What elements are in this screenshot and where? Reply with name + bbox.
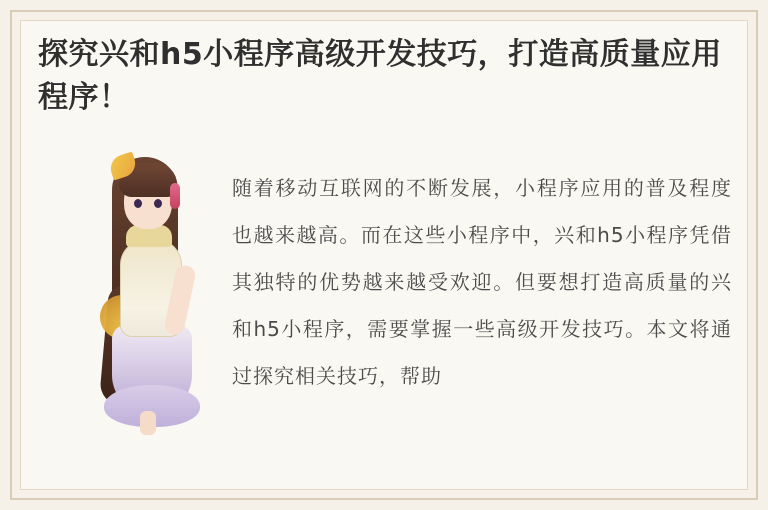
hair-tassel-icon: [170, 183, 180, 209]
article-body-area: [30, 135, 738, 435]
page-title: 探究兴和h5小程序高级开发技巧，打造高质量应用程序！: [38, 37, 722, 115]
article-content: [30, 28, 738, 482]
leg-shape: [140, 411, 156, 435]
anime-girl-with-fan-illustration: [74, 135, 224, 435]
article-body-text: 随着移动互联网的不断发展，小程序应用的普及程度也越来越高。而在这些小程序中，兴和h5小程序凭借其独特的优势越来越受欢迎。但要想打造高质量的兴和h5小程序，需要掌握一些高级开发技巧。本文将通过探究相关技巧，帮助: [232, 176, 732, 389]
